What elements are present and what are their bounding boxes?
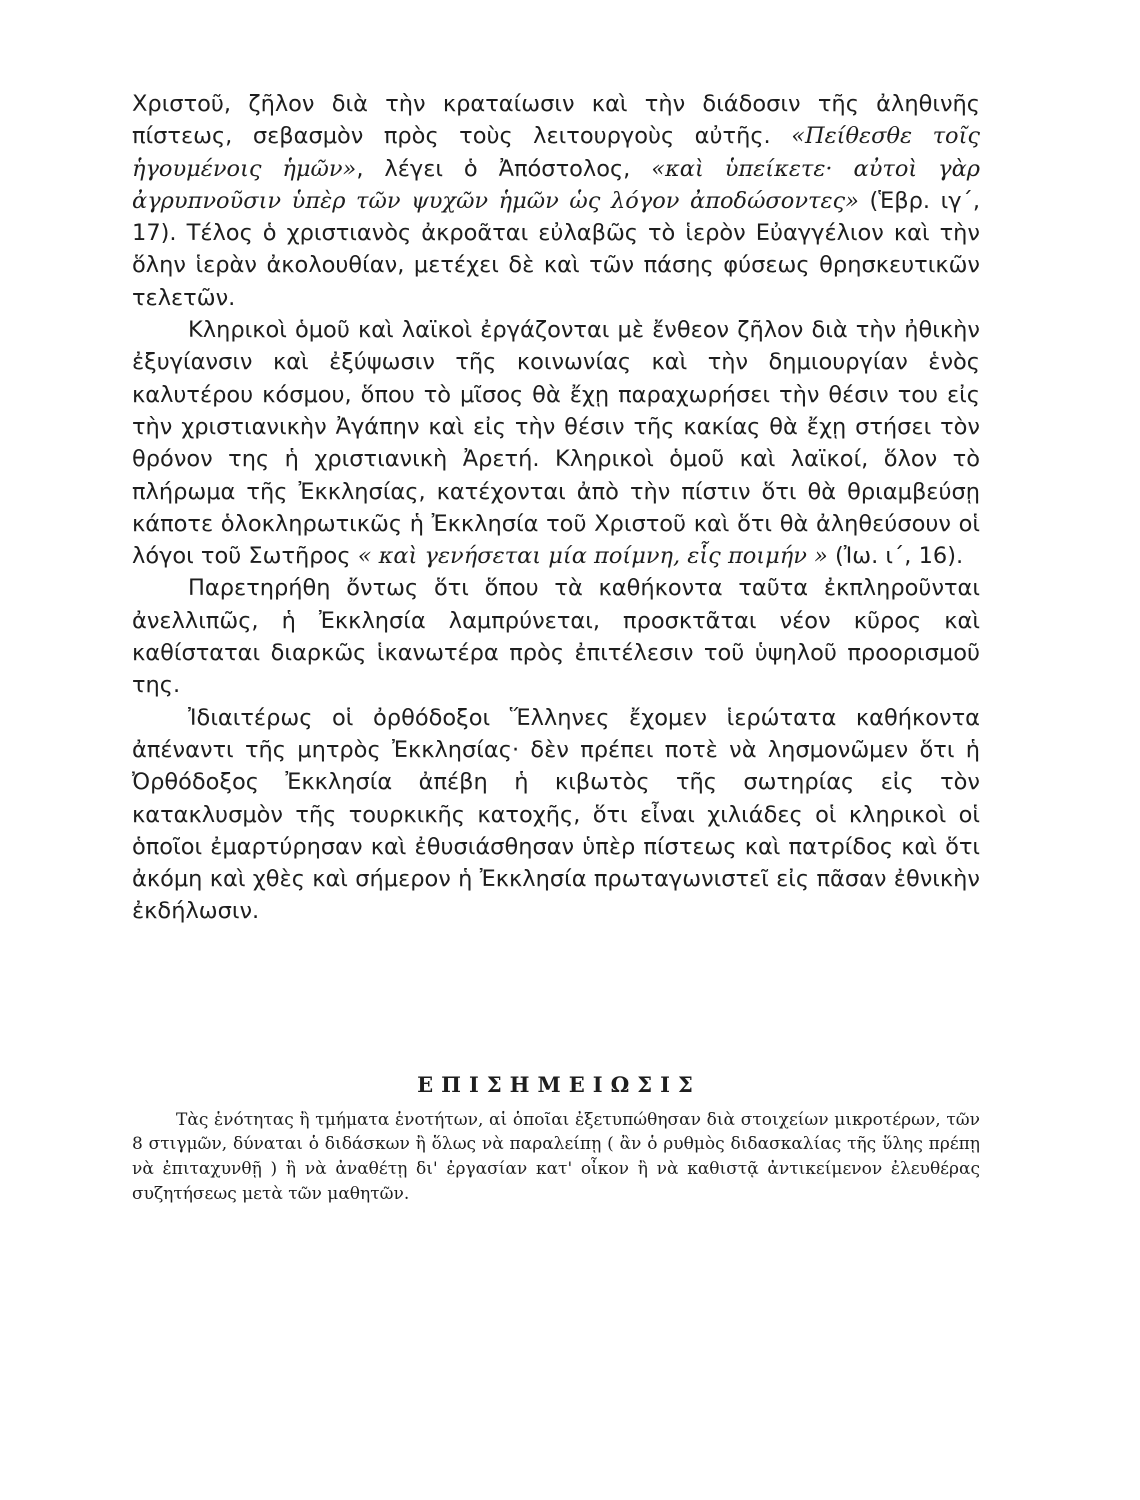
- page-content: [132, 88, 980, 1206]
- note-heading: ΕΠΙΣΗΜΕΙΩΣΙΣ: [417, 1071, 701, 1097]
- note-text: Τὰς ἑνότητας ἢ τμήματα ἑνοτήτων, αἱ ὁποῖαι ἐξετυπώθησαν διὰ στοιχείων μικροτέρων, τῶν 8 στιγμῶν, δύναται ὁ διδάσκων ἢ ὅλως νὰ παραλείπῃ ( ἂν ὁ ρυθμὸς διδασκαλίας τῆς ὕλης πρέπῃ νὰ ἐπιταχυνθῇ ) ἢ νὰ ἀναθέτῃ δι' ἐργασίαν κατ' οἶκον ἢ νὰ καθιστᾷ ἀντικείμενον ἐλευθέρας συζητήσεως μετὰ τῶν μαθητῶν.: [132, 1109, 980, 1204]
- text-segment: (Ἰω. ι΄, 16).: [827, 543, 964, 570]
- text-segment: , λέγει ὁ Ἀπόστολος,: [356, 155, 652, 182]
- paragraph-3: [132, 572, 980, 701]
- text-segment: Χριστοῦ, ζῆλον διὰ τὴν κραταίωσιν καὶ τὴν διάδοσιν τῆς ἀληθινῆς πίστεως, σεβασμὸν πρὸς τοὺς λειτουργοὺς αὐτῆς.: [132, 91, 980, 150]
- text-segment: Ἰδιαιτέρως οἱ ὀρθόδοξοι Ἕλληνες ἔχομεν ἱερώτατα καθήκοντα ἀπέναντι τῆς μητρὸς Ἐκκλησίας· δὲν πρέπει ποτὲ νὰ λησμονῶμεν ὅτι ἡ Ὀρθόδοξος Ἐκκλησία ἀπέβη ἡ κιβωτὸς τῆς σωτηρίας εἰς τὸν κατακλυσμὸν τῆς τουρκικῆς κατοχῆς, ὅτι εἶναι χιλιάδες οἱ κληρικοὶ οἱ ὁποῖοι ἐμαρτύρησαν καὶ ἐθυσιάσθησαν ὑπὲρ πίστεως καὶ πατρίδος καὶ ὅτι ἀκόμη καὶ χθὲς καὶ σήμερον ἡ Ἐκκλησία πρωταγωνιστεῖ εἰς πᾶσαν ἐθνικὴν ἐκδήλωσιν.: [132, 704, 980, 925]
- quote-segment: «καὶ ὑπείκετε· αὐτοὶ γὰρ ἀγρυπνοῦσιν ὑπὲρ τῶν ψυχῶν ἡμῶν ὡς λόγον ἀποδώσοντες»: [132, 155, 980, 214]
- paragraph-2: [132, 314, 980, 572]
- paragraph-4: [132, 702, 980, 928]
- paragraph-1: [132, 88, 980, 314]
- quote-segment: «Πείθεσθε τοῖς ἡγουμένοις ἡμῶν»: [132, 123, 981, 182]
- text-segment: Κληρικοὶ ὁμοῦ καὶ λαϊκοὶ ἐργάζονται μὲ ἔνθεον ζῆλον διὰ τὴν ἠθικὴν ἐξυγίανσιν καὶ ἐξύψωσιν τῆς κοινωνίας καὶ τὴν δημιουργίαν ἑνὸς καλυτέρου κόσμου, ὅπου τὸ μῖσος θὰ ἔχῃ παραχωρήσει τὴν θέσιν του εἰς τὴν χριστιανικὴν Ἀγάπην καὶ εἰς τὴν θέσιν τῆς κακίας θὰ ἔχῃ στήσει τὸν θρόνον της ἡ χριστιανικὴ Ἀρετή. Κληρικοὶ ὁμοῦ καὶ λαϊκοί, ὅλον τὸ πλήρωμα τῆς Ἐκκλησίας, κατέχονται ἀπὸ τὴν πίστιν ὅτι θὰ θριαμβεύσῃ κάποτε ὁλοκληρωτικῶς ἡ Ἐκκλησία τοῦ Χριστοῦ καὶ ὅτι θὰ ἀληθεύσουν οἱ λόγοι τοῦ Σωτῆρος: [132, 317, 980, 570]
- quote-segment: « καὶ γενήσεται μία ποίμνη, εἷς ποιμήν »: [357, 543, 828, 570]
- text-segment: Παρετηρήθη ὄντως ὅτι ὅπου τὰ καθήκοντα ταῦτα ἐκπληροῦνται ἀνελλιπῶς, ἡ Ἐκκλησία λαμπρύνεται, προσκτᾶται νέον κῦρος καὶ καθίσταται διαρκῶς ἱκανωτέρα πρὸς ἐπιτέλεσιν τοῦ ὑψηλοῦ προορισμοῦ της.: [132, 575, 980, 699]
- text-segment: (Ἑβρ. ιγ΄, 17). Τέλος ὁ χριστιανὸς ἀκροᾶται εὐλαβῶς τὸ ἱερὸν Εὐαγγέλιον καὶ τὴν ὅλην ἱερὰν ἀκολουθίαν, μετέχει δὲ καὶ τῶν πάσης φύσεως θρησκευτικῶν τελετῶν.: [132, 187, 980, 311]
